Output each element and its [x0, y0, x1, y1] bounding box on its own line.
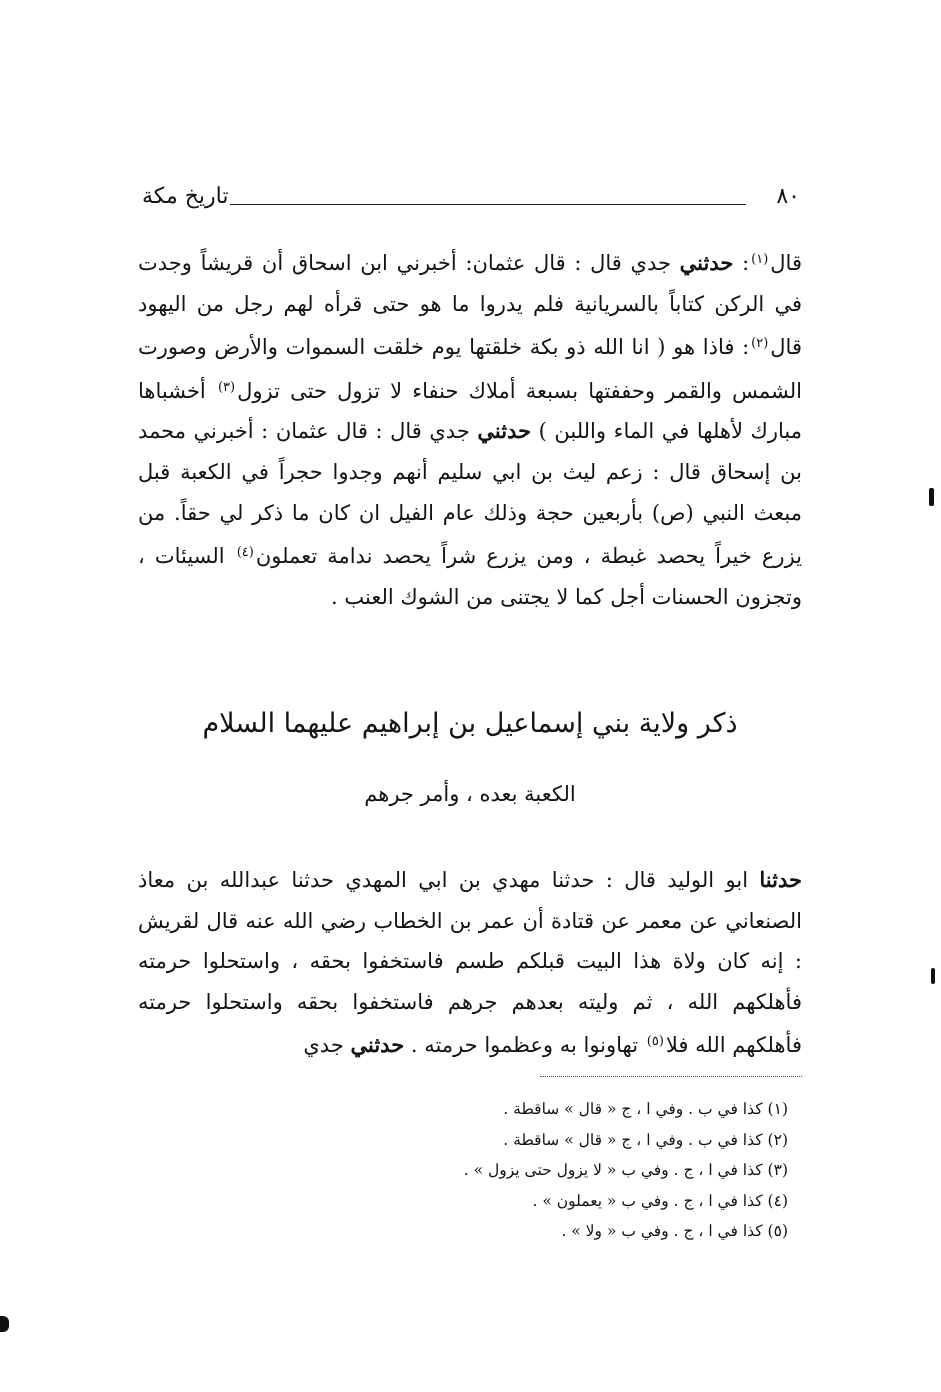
text-run: قال: [770, 251, 802, 275]
isnad-keyword: حدثني: [679, 250, 734, 275]
footnote-ref-5: (٥): [646, 1034, 664, 1050]
text-run: جدي قال : قال عثمان: أخبرني ابن اسحاق أن قريشاً وجدت في الركن كتاباً بالسريانية فلم يدروا ما هو حتى قرأه لهم رجل من اليهود قال: [138, 251, 802, 360]
footnote-ref-4: (٤): [236, 545, 254, 561]
running-head: [138, 182, 802, 218]
text-run: تهاونوا به وعظموا حرمته .: [404, 1033, 645, 1058]
scan-edge-mark: [0, 1316, 9, 1332]
footnote-separator: [540, 1076, 802, 1077]
text-run: جدي قال : قال عثمان : أخبرني محمد بن إسحاق قال : زعم ليث بن ابي سليم أنهم وجدوا حجراً في الكعبة قبل مبعث النبي (ص) بأربعين حجة وذلك عام الفيل ان كان ما ذكر لي حقاً. من يزرع خيراً يحصد غبطة ، ومن يزرع شراً يحصد ندامة تعملون: [138, 419, 803, 569]
section-subtitle: الكعبة بعده ، وأمر جرهم: [364, 782, 576, 806]
isnad-keyword: حدثني: [350, 1032, 405, 1058]
footnote-item: (٣) كذا في ا ، ج . وفي ب « لا يزول حتى يزول » .: [463, 1161, 788, 1179]
footnote-ref-3: (٣): [217, 379, 236, 395]
footnotes-list: [138, 1094, 802, 1247]
isnad-keyword: حدثنا: [759, 867, 802, 892]
header-rule: [230, 204, 746, 205]
page-number: ٨٠: [776, 184, 800, 209]
text-run: أخشباها مبارك لأهلها في الماء واللبن ): [138, 378, 802, 444]
body-paragraph-1: [138, 240, 802, 617]
footnote-item: (٢) كذا في ب . وفي ا ، ج « قال » ساقطة .: [503, 1130, 788, 1149]
footnote-ref-1: (١): [751, 252, 769, 267]
book-title: تاريخ مكة: [142, 184, 229, 209]
footnote-ref-2: (٢): [751, 336, 769, 352]
scan-edge-mark: [931, 968, 935, 984]
scan-edge-mark: [929, 488, 934, 506]
text-run: ابو الوليد قال : حدثنا مهدي بن ابي المهدي حدثنا عبدالله بن معاذ الصنعاني عن معمر عن قتادة أن عمر بن الخطاب رضي الله عنه قال لقريش : إنه كان ولاة هذا البيت قبلكم طسم فاستخفوا بحقه ، واستحلوا حرمته فأهلكهم الله ، ثم وليته بعدهم جرهم فاستخفوا بحقه واستحلوا حرمته فأهلكهم الله فلا: [138, 868, 802, 1058]
text-run: : فاذا هو ( انا الله ذو بكة خلقتها يوم خلقت السموات والأرض وصورت الشمس والقمر وحففتها بسبعة أملاك حنفاء لا تزول حتى تزول: [138, 335, 803, 403]
text-run: :: [733, 251, 750, 275]
footnote-item: (١) كذا في ب . وفي ا ، ج « قال » ساقطة .: [503, 1100, 788, 1118]
footnote-item: (٥) كذا في ا ، ج . وفي ب « ولا » .: [561, 1222, 788, 1240]
text-run: جدي: [303, 1033, 351, 1058]
footnote-item: (٤) كذا في ا ، ج . وفي ب « يعملون » .: [532, 1191, 788, 1210]
body-paragraph-2: [138, 860, 802, 1066]
text-run: السيئات ، وتجزون الحسنات أجل كما لا يجتنى من الشوك العنب .: [138, 544, 802, 609]
section-title: ذكر ولاية بني إسماعيل بن إبراهيم عليهما السلام: [202, 708, 738, 739]
isnad-keyword: حدثني: [477, 418, 532, 444]
